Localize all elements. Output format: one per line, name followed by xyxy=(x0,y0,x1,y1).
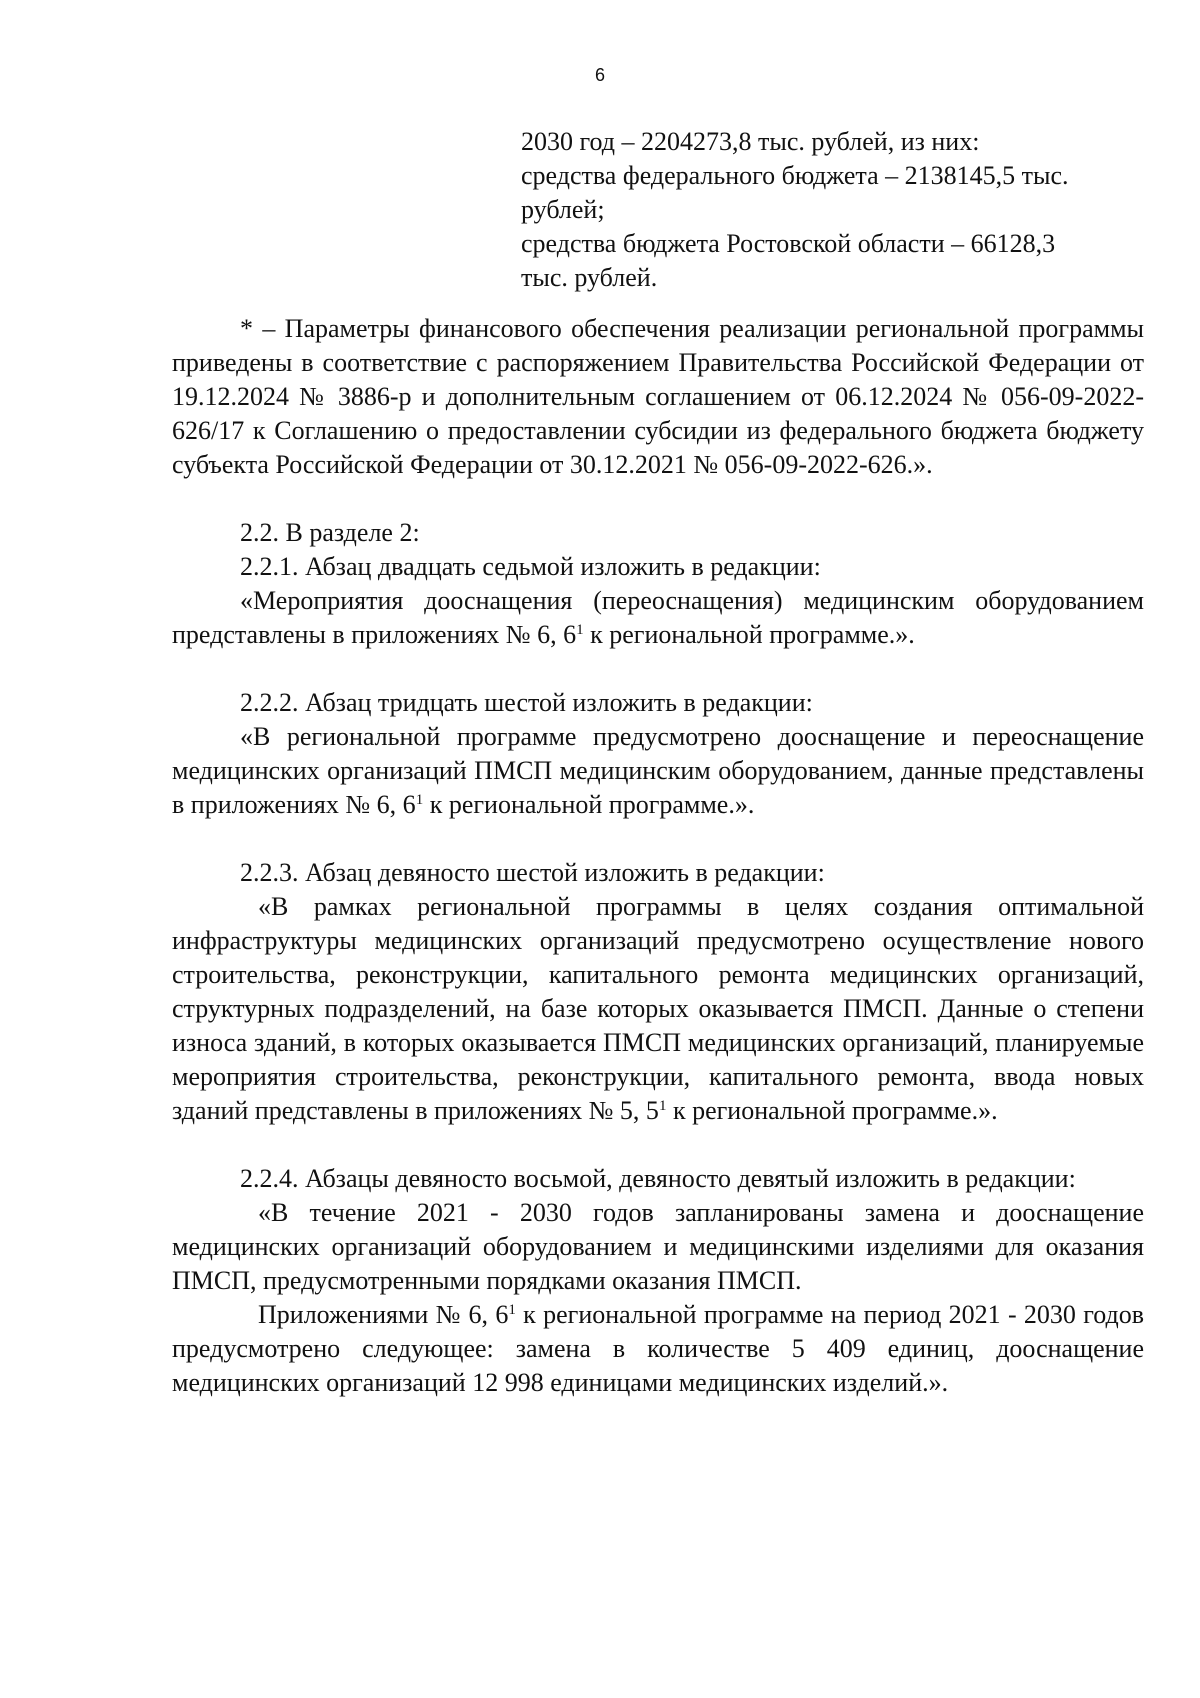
quoted-paragraph: «В течение 2021 - 2030 годов запланированы замена и дооснащение медицинских организаций оборудованием и медицинскими изделиями для оказания ПМСП, предусмотренными порядками оказания ПМСП. xyxy=(172,1198,1144,1295)
financing-line: средства бюджета Ростовской области – 66128,3 xyxy=(521,229,1056,258)
financing-line: 2030 год – 2204273,8 тыс. рублей, из них: xyxy=(521,127,980,156)
item-heading: 2.2.4. Абзацы девяносто восьмой, девяносто девятый изложить в редакции: xyxy=(240,1164,1076,1193)
financing-block xyxy=(521,125,1161,295)
page-number: 6 xyxy=(594,65,605,85)
quoted-paragraph: «Мероприятия дооснащения (переоснащения) медицинским оборудованием представлены в приложениях № 6, $6^1$ к региональной программе.». xyxy=(172,586,1144,649)
section-heading: 2.2. В разделе 2: xyxy=(240,518,420,547)
item-heading: 2.2.1. Абзац двадцать седьмой изложить в редакции: xyxy=(240,552,821,581)
item-heading: 2.2.2. Абзац тридцать шестой изложить в редакции: xyxy=(240,688,813,717)
superscript: 1 xyxy=(576,622,584,638)
superscript: 1 xyxy=(658,1098,667,1114)
superscript: 1 xyxy=(415,792,424,808)
financing-line: тыс. рублей. xyxy=(521,263,658,292)
superscript: 1 xyxy=(508,1302,516,1318)
quoted-paragraph: Приложениями № 6, $6^1$ к региональной программе на период 2021 - 2030 годов предусмотрено следующее: замена в количестве 5 409 единиц, дооснащение медицинских организаций 12 998 единицами медицинских изделий.». xyxy=(172,1300,1145,1397)
footnote-paragraph: * – Параметры финансового обеспечения реализации региональной программы приведены в соответствие с распоряжением Правительства Российской Федерации от 19.12.2024 № 3886-р и дополнительным соглашением от 06.12.2024 № 056-09-2022-626/17 к Соглашению о предоставлении субсидии из федерального бюджета бюджету субъекта Российской Федерации от 30.12.2021 № 056-09-2022-626.». xyxy=(172,314,1144,479)
quoted-paragraph: «В региональной программе предусмотрено дооснащение и переоснащение медицинских организаций ПМСП медицинским оборудованием, данные представлены в приложениях № 6, $6^1$ к региональной программе.». xyxy=(172,722,1144,819)
quoted-paragraph: «В рамках региональной программы в целях создания оптимальной инфраструктуры медицинских организаций предусмотрено осуществление нового строительства, реконструкции, капитального ремонта медицинских организаций, структурных подразделений, на базе которых оказывается ПМСП. Данные о степени износа зданий, в которых оказывается ПМСП медицинских организаций, планируемые мероприятия строительства, реконструкции, капитального ремонта, ввода новых зданий представлены в приложениях № 5, $5^1$ к региональной программе.». xyxy=(172,892,1144,1125)
financing-line: рублей; xyxy=(521,195,605,224)
document-body xyxy=(172,312,1144,1400)
financing-line: средства федерального бюджета – 2138145,5 тыс. xyxy=(521,161,1069,190)
item-heading: 2.2.3. Абзац девяносто шестой изложить в редакции: xyxy=(240,858,825,887)
